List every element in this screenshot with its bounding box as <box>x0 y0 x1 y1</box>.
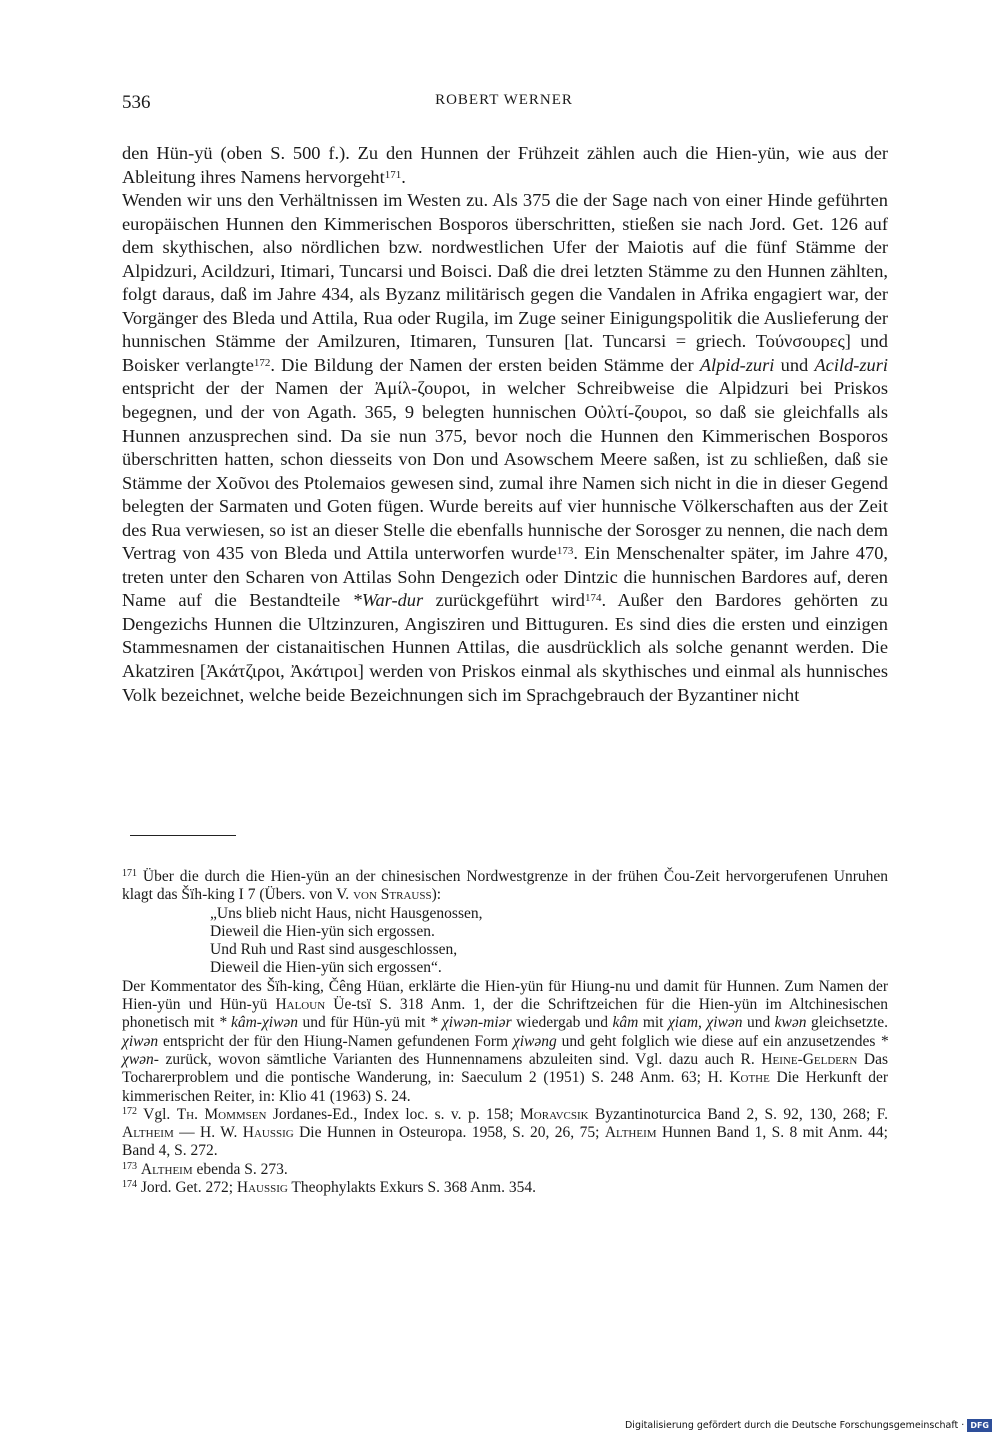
footnote-172: $^{172}$ Vgl. Th. Mommsen Jordanes-Ed., Index loc. s. v. p. 158; Moravcsik Byzantinoturcica Band 2, S. 92, 130, 268; F. Altheim — H. W. Haussig Die Hunnen in Osteuropa. 1958, S. 20, 26, 75; Altheim Hunnen Band 1, S. 8 mit Anm. 44; Band 4, S. 272. <box>122 1105 888 1160</box>
verse-line: Dieweil die Hien-yün sich ergossen. <box>210 922 435 940</box>
running-title: ROBERT WERNER <box>435 92 573 108</box>
dfg-logo: DFG <box>967 1419 992 1432</box>
digitization-notice <box>625 1418 992 1432</box>
footnote-171-continued: Der Kommentator des Šïh-king, Čêng Hüan, erklärte die Hien-yün für Hiung-nu und damit für Hunnen. Zum Namen der Hien-yün und Hün-yü Haloun Üe-tsï S. 318 Anm. 1, der die Schriftzeichen für die Hien-yün im Altchinesischen phonetisch mit * kâm-χiwən und für Hün-yü mit * χiwən-miər wiedergab und kâm mit χiam, χiwən und kwən gleichsetzte. χiwən entspricht der für den Hiung-Namen gefundenen Form χiwəng und geht folglich wie diese auf ein anzusetzendes * χwən- zurück, wovon sämtliche Varianten des Hunnennamens abzuleiten sind. Vgl. dazu auch R. Heine-Geldern Das Tocharerproblem und die pontische Wanderung, in: Saeculum 2 (1951) S. 248 Anm. 63; H. Kothe Die Herkunft der kimmerischen Reiter, in: Klio 41 (1963) S. 24. <box>122 977 889 1105</box>
funding-text: Digitalisierung gefördert durch die Deutsche Forschungsgemeinschaft · <box>624 1419 965 1431</box>
footnote-separator <box>130 835 236 836</box>
footnote-174: $^{174}$ Jord. Get. 272; Haussig Theophylakts Exkurs S. 368 Anm. 354. <box>122 1179 536 1197</box>
footnote-ref-172[interactable]: 172 <box>253 356 271 369</box>
paragraph-1: den Hün-yü (oben S. 500 f.). Zu den Hunnen der Frühzeit zählen auch die Hien-yün, wie aus der Ableitung ihres Namens hervorgeht$^{171}$. <box>122 143 888 187</box>
verse-line: Dieweil die Hien-yün sich ergossen“. <box>210 959 442 977</box>
footnotes <box>122 868 888 1197</box>
verse-line: Und Ruh und Rast sind ausgeschlossen, <box>210 941 458 959</box>
verse-line: „Uns blieb nicht Haus, nicht Hausgenossen, <box>210 904 483 922</box>
page-number: 536 <box>122 92 151 113</box>
page-header <box>122 92 886 116</box>
footnote-ref-171[interactable]: 171 <box>384 168 402 181</box>
footnote-171: $^{171}$ Über die durch die Hien-yün an der chinesischen Nordwestgrenze in der frühen Čou-Zeit hervorgerufenen Unruhen klagt das Šïh-king I 7 (Übers. von V. von Strauss): <box>122 868 888 904</box>
footnote-ref-174[interactable]: 174 <box>584 592 602 605</box>
paragraph-2: Wenden wir uns den Verhältnissen im Westen zu. Als 375 die der Sage nach von einer Hinde geführten europäischen Hunnen den Kimmerischen Bosporos überschritten, stießen sie nach Jord. Get. 126 auf dem skythischen, also nördlichen bzw. nordwestlichen Ufer der Maiotis auf die fünf Stämme der Alpidzuri, Acildzuri, Itimari, Tuncarsi und Boisci. Daß die drei letzten Stämme zu den Hunnen zählten, folgt daraus, daß im Jahre 434, als Byzanz militärisch gegen die Vandalen in Afrika engagiert war, der Vorgänger des Bleda und Attila, Rua oder Rugila, im Zuge seiner Einigungspolitik die Auslieferung der hunnischen Stämme der Amilzuren, Itimaren, Tunsuren [lat. Tuncarsi = griech. Τούνσουρες] und Boisker verlangte$^{172}$. Die Bildung der Namen der ersten beiden Stämme der Alpid-zuri und Acild-zuri entspricht der der Namen der Ἀμίλ-ζουροι, in welcher Schreibweise die Alpidzuri bei Priskos begegnen, und der von Agath. 365, 9 belegten hunnischen Οὐλτί-ζουροι, so daß sie gleichfalls als Hunnen anzusprechen sind. Da sie nun 375, bevor noch die Hunnen den Kimmerischen Bosporos überschritten hatten, schon diesseits von Don und Asowschem Meere saßen, ist zu schließen, daß sie Stämme der Χοῦνοι des Ptolemaios gewesen sind, zumal ihre Namen sich nicht in die in dieser Gegend belegten der Sarmaten und Goten fügen. Wurde bereits auf vier hunnische Völkerschaften aus der Zeit des Rua verwiesen, so ist an dieser Stelle die ebenfalls hunnische der Sorosger zu nennen, die nach dem Vertrag von 435 von Bleda und Attila unterworfen wurde$^{173}$. Ein Menschenalter später, im Jahre 470, treten unter den Scharen von Attilas Sohn Dengezich oder Dintzic die hunnischen Bardores auf, deren Name auf die Bestandteile *War-dur zurückgeführt wird$^{174}$. Außer den Bardores gehörten zu Dengezichs Hunnen die Ultzinzuren, Angisziren und Bittuguren. Es sind dies die ersten und einzigen Stammesnamen der cistanaitischen Hunnen Attilas, die ausdrücklich als solche genannt werden. Die Akatziren [Ἀκάτζιροι, Ἀκάτιροι] werden von Priskos einmal als skythisches und einmal als hunnisches Volk bezeichnet, welche beide Bezeichnungen sich im Sprachgebrauch der Byzantiner nicht <box>122 190 889 705</box>
footnote-173: $^{173}$ Altheim ebenda S. 273. <box>122 1160 288 1178</box>
main-text <box>122 142 888 707</box>
footnote-ref-173[interactable]: 173 <box>556 545 574 558</box>
